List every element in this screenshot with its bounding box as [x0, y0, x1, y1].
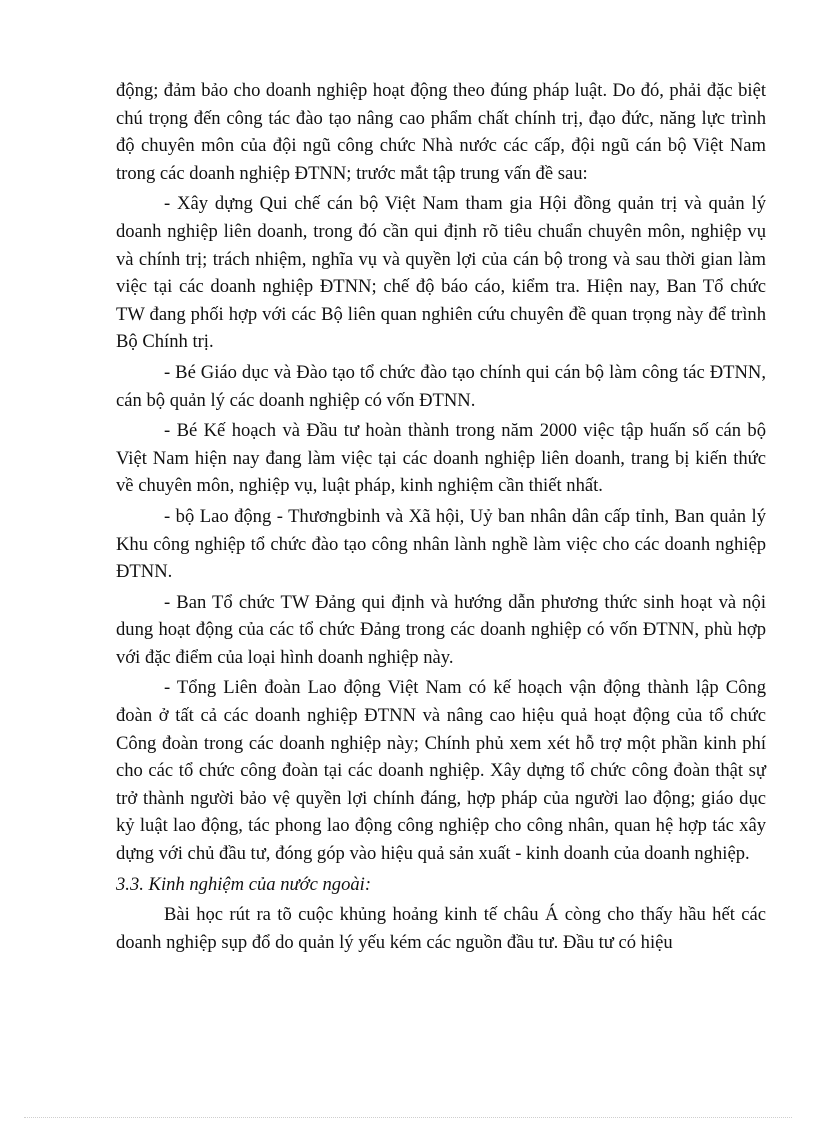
section-heading: 3.3. Kinh nghiệm của nước ngoài: [116, 873, 372, 895]
paragraph-tong-lien-doan: - Tổng Liên đoàn Lao động Việt Nam có kế hoạch vận động thành lập Công đoàn ở tất cả các doanh nghiệp ĐTNN và nâng cao hiệu quả hoạt động của tổ chức Công đoàn trong các doanh nghiệp này; Chính phủ xem xét hỗ trợ một phần kinh phí cho các tổ chức công đoàn tại các doanh nghiệp. Xây dựng tổ chức công đoàn thật sự trở thành người bảo vệ quyền lợi chính đáng, hợp pháp của người lao động; giáo dục kỷ luật lao động, tác phong lao động công nghiệp cho công nhân, quan hệ hợp tác xây dựng với chủ đầu tư, đóng góp vào hiệu quả sản xuất - kinh doanh của doanh nghiệp. [116, 677, 766, 865]
paragraph-ban-to-chuc: - Ban Tổ chức TW Đảng qui định và hướng dẫn phương thức sinh hoạt và nội dung hoạt động của các tổ chức Đảng trong các doanh nghiệp có vốn ĐTNN, phù hợp với đặc điểm của loại hình doanh nghiệp này. [116, 591, 766, 668]
paragraph-bo-ke-hoach: - Bé Kế hoạch và Đầu tư hoàn thành trong năm 2000 việc tập huấn số cán bộ Việt Nam hiện nay đang làm việc tại các doanh nghiệp liên doanh, trang bị kiến thức về chuyên môn, nghiệp vụ, luật pháp, kinh nghiệm cần thiết nhất. [116, 420, 766, 497]
document-body [116, 77, 766, 959]
paragraph-bo-giao-duc: - Bé Giáo dục và Đào tạo tổ chức đào tạo chính qui cán bộ làm công tác ĐTNN, cán bộ quản lý các doanh nghiệp có vốn ĐTNN. [116, 361, 766, 411]
paragraph-closing: Bài học rút ra tõ cuộc khủng hoảng kinh tế châu Á còng cho thấy hầu hết các doanh nghiệp sụp đổ do quản lý yếu kém các nguồn đầu tư. Đầu tư có hiệu [116, 904, 766, 953]
paragraph-qui-che-can-bo: - Xây dựng Qui chế cán bộ Việt Nam tham gia Hội đồng quản trị và quản lý doanh nghiệp liên doanh, trong đó cần qui định rõ tiêu chuẩn chuyên môn, nghiệp vụ và chính trị; trách nhiệm, nghĩa vụ và quyền lợi của cán bộ trong và sau thời gian làm việc tại các doanh nghiệp ĐTNN; chế độ báo cáo, kiểm tra. Hiện nay, Ban Tổ chức TW đang phối hợp với các Bộ liên quan nghiên cứu chuyên đề quan trọng này để trình Bộ Chính trị. [116, 193, 766, 353]
paragraph-bo-lao-dong: - bộ Lao động - Thươngbinh và Xã hội, Uỷ ban nhân dân cấp tỉnh, Ban quản lý Khu công nghiệp tổ chức đào tạo công nhân lành nghề làm việc cho các doanh nghiệp ĐTNN. [116, 505, 766, 583]
page-bottom-divider [24, 1117, 792, 1118]
paragraph-opening: động; đảm bảo cho doanh nghiệp hoạt động theo đúng pháp luật. Do đó, phải đặc biệt chú trọng đến công tác đào tạo nâng cao phẩm chất chính trị, đạo đức, năng lực trình độ chuyên môn của đội ngũ công chức Nhà nước các cấp, đội ngũ cán bộ Việt Nam trong các doanh nghiệp ĐTNN; trước mắt tập trung vấn đề sau: [116, 80, 766, 184]
